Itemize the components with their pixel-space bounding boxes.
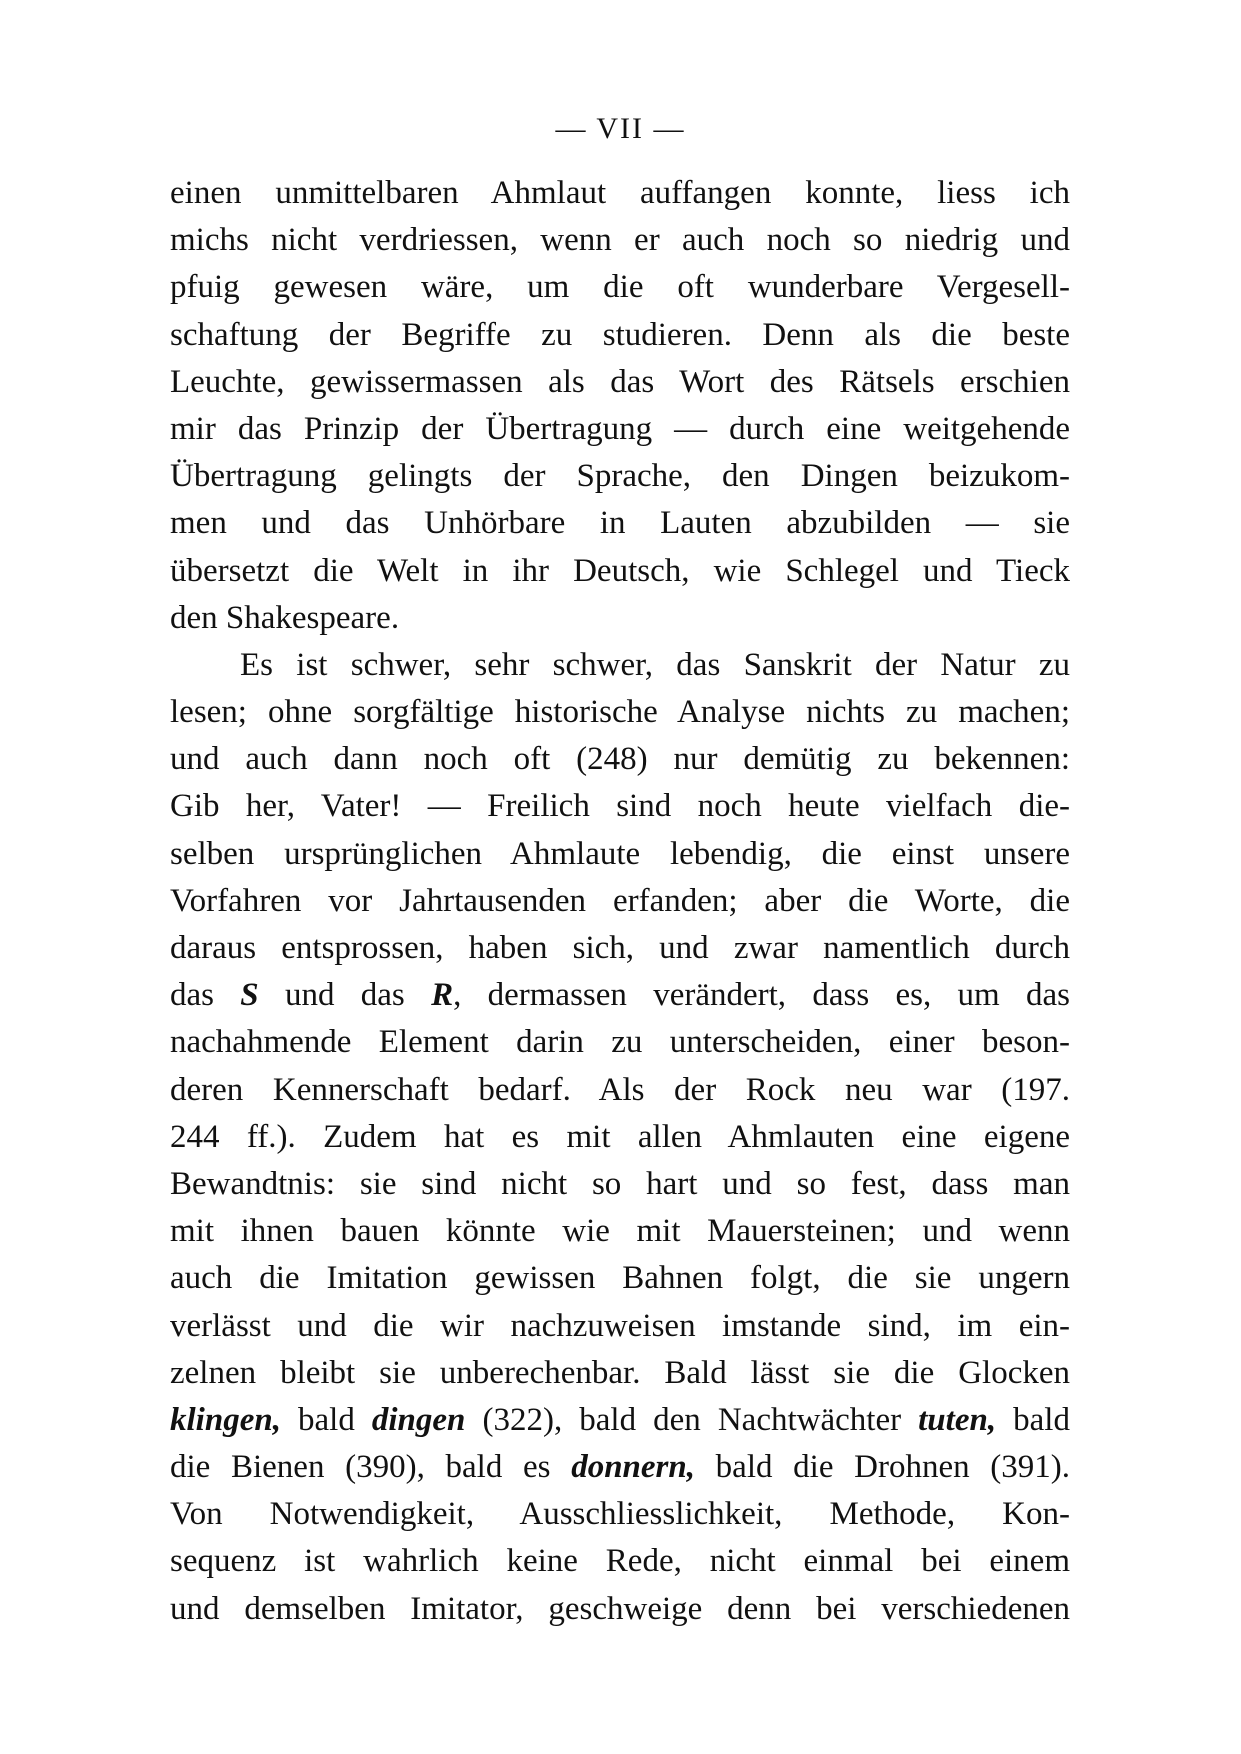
body-text [170, 170, 1070, 1633]
emphasized-word: R [431, 977, 454, 1014]
text-line: auch die Imitation gewissen Bahnen folgt, die sie ungern [170, 1260, 1070, 1297]
text-segment: bald [280, 1401, 372, 1438]
emphasized-word: klingen, [170, 1401, 281, 1438]
text-line: einen unmittelbaren Ahmlaut auffangen konnte, liess ich [170, 175, 1070, 211]
text-line: deren Kennerschaft bedarf. Als der Rock neu war (197. [170, 1071, 1070, 1108]
emphasized-word: S [240, 977, 259, 1014]
emphasized-word: dingen [371, 1401, 466, 1438]
text-line: Es ist schwer, sehr schwer, das Sanskrit der Natur zu [240, 646, 1070, 683]
text-line: michs nicht verdriessen, wenn er auch noch so niedrig und [170, 222, 1070, 259]
text-line: Leuchte, gewissermassen als das Wort des Rätsels erschien [170, 363, 1070, 400]
text-line: sequenz ist wahrlich keine Rede, nicht einmal bei einem [170, 1543, 1070, 1580]
text-line [170, 1444, 1070, 1491]
text-segment: bald [996, 1401, 1070, 1438]
text-line: pfuig gewesen wäre, um die oft wunderbare Vergesell- [170, 269, 1070, 306]
text-line: mit ihnen bauen könnte wie mit Mauersteinen; und wenn [170, 1213, 1070, 1250]
text-line: Vorfahren vor Jahrtausenden erfanden; aber die Worte, die [170, 882, 1070, 919]
emphasized-word: donnern, [571, 1449, 695, 1486]
text-line: men und das Unhörbare in Lauten abzubilden — sie [170, 505, 1070, 542]
text-line: mir das Prinzip der Übertragung — durch eine weitgehende [170, 410, 1070, 447]
page-number-header: — VII — [555, 112, 686, 145]
text-line: Von Notwendigkeit, Ausschliesslichkeit, Methode, Kon- [170, 1496, 1070, 1533]
text-line [170, 972, 1070, 1019]
text-line: schaftung der Begriffe zu studieren. Denn als die beste [170, 316, 1070, 353]
text-line: nachahmende Element darin zu unterscheiden, einer beson- [170, 1024, 1070, 1061]
text-line: daraus entsprossen, haben sich, und zwar namentlich durch [170, 930, 1070, 966]
text-line: verlässt und die wir nachzuweisen imstande sind, im ein- [170, 1307, 1070, 1344]
text-segment: das [170, 977, 241, 1014]
text-line: und auch dann noch oft (248) nur demütig zu bekennen: [170, 741, 1070, 778]
text-segment: und das [258, 977, 432, 1014]
text-segment: , dermassen verändert, dass es, um das [453, 977, 1070, 1014]
text-line: Bewandtnis: sie sind nicht so hart und so fest, dass man [170, 1165, 1070, 1202]
text-line: lesen; ohne sorgfältige historische Analyse nichts zu machen; [170, 694, 1070, 731]
text-line: zelnen bleibt sie unberechenbar. Bald lässt sie die Glocken [170, 1354, 1070, 1391]
text-segment: bald die Drohnen (391). [695, 1449, 1071, 1486]
text-line: Gib her, Vater! — Freilich sind noch heute vielfach die- [170, 788, 1070, 825]
text-line: und demselben Imitator, geschweige denn bei verschiedenen [170, 1590, 1070, 1627]
text-line: 244 ff.). Zudem hat es mit allen Ahmlauten eine eigene [170, 1118, 1070, 1155]
text-line: übersetzt die Welt in ihr Deutsch, wie Schlegel und Tieck [170, 552, 1070, 589]
emphasized-word: tuten, [918, 1401, 997, 1438]
text-line: den Shakespeare. [170, 599, 400, 636]
text-line [170, 1397, 1070, 1444]
text-line: Übertragung gelingts der Sprache, den Dingen beizukom- [170, 458, 1070, 495]
text-line: selben ursprünglichen Ahmlaute lebendig, die einst unsere [170, 835, 1070, 872]
text-segment: die Bienen (390), bald es [170, 1449, 572, 1486]
text-segment: (322), bald den Nachtwächter [465, 1401, 919, 1438]
